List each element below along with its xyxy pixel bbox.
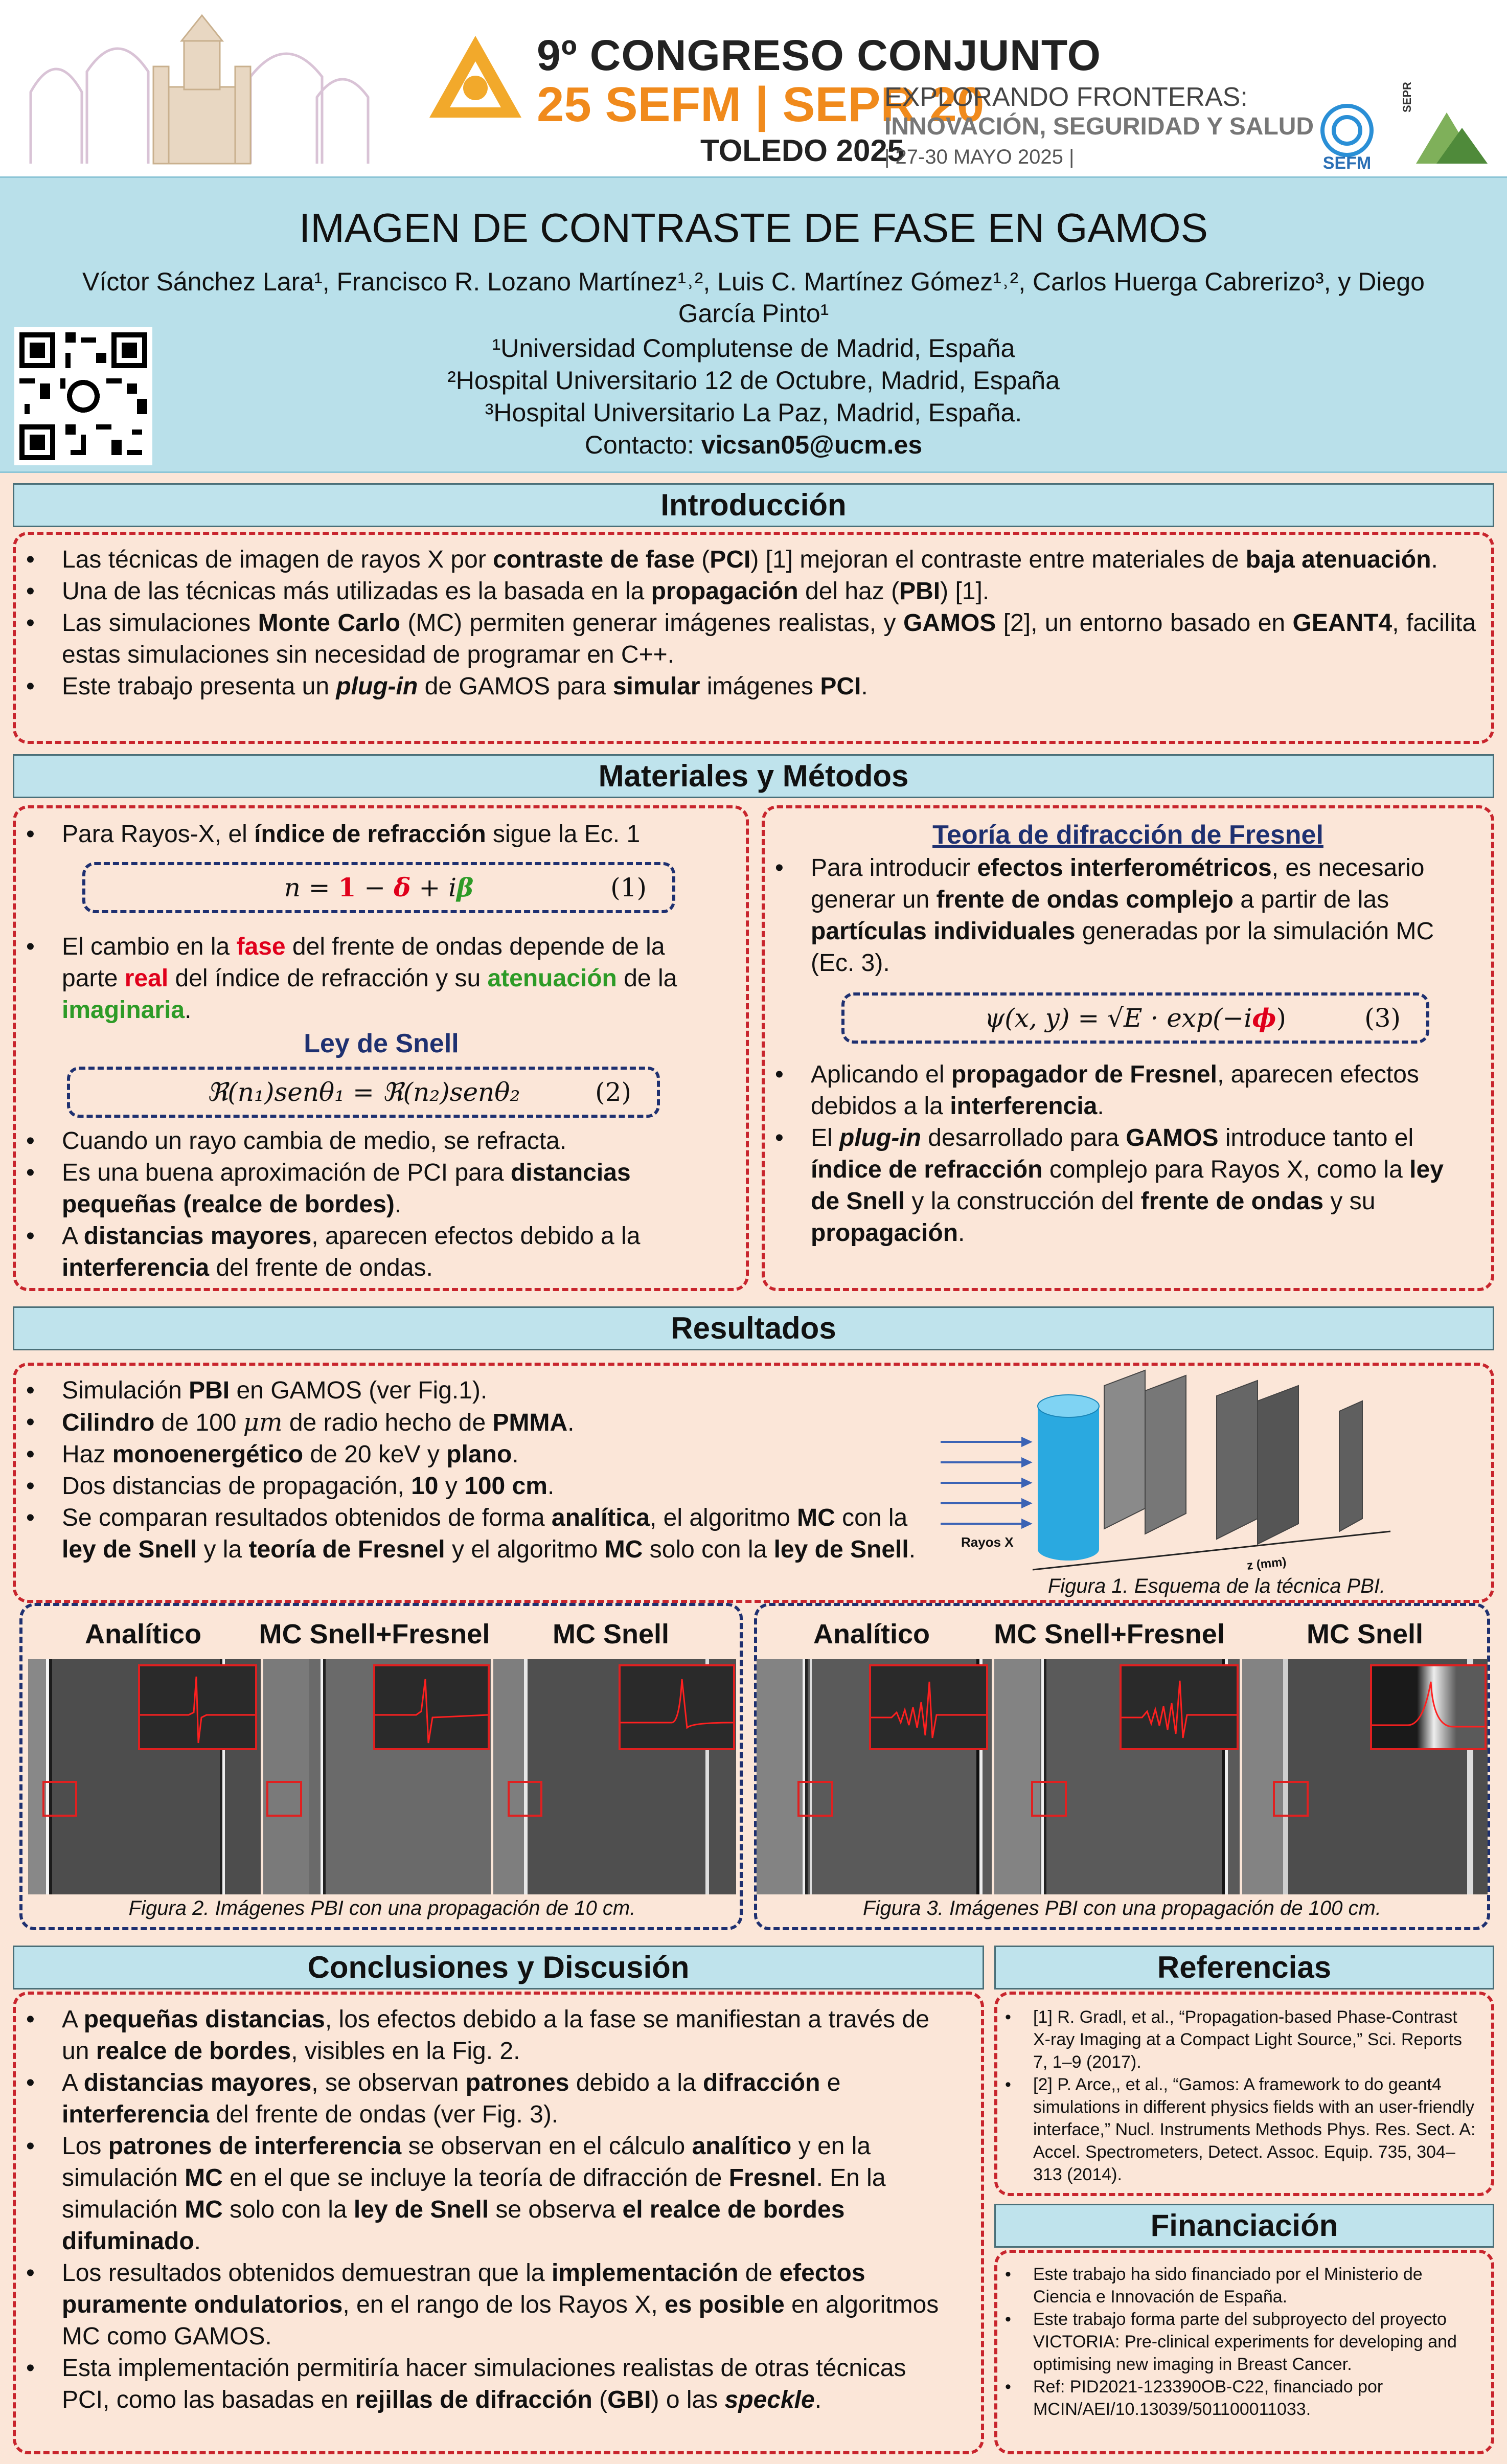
methods-bullet-3: • Cuando un rayo cambia de medio, se refracta.	[62, 1125, 725, 1157]
congress-line1: 9º CONGRESO CONJUNTO	[537, 31, 1101, 79]
methods-heading: Materiales y Métodos	[13, 754, 1494, 798]
fig3-label-analitico: Analítico	[813, 1619, 930, 1649]
fig3-roi-snell	[1273, 1781, 1309, 1817]
figure-1-pbi-scheme	[930, 1355, 1472, 1580]
fig2-label-snell-fresnel: MC Snell+Fresnel	[259, 1619, 490, 1649]
equation-3: ψ(x, y) = √E · exp(−iϕ) (3)	[841, 992, 1429, 1044]
fig3-panel-snell-fresnel	[994, 1659, 1240, 1894]
equation-1-number: (1)	[610, 873, 647, 902]
fig3-roi-snell-fresnel	[1031, 1781, 1067, 1817]
tagline2: INNOVACIÓN, SEGURIDAD Y SALUD	[884, 113, 1314, 140]
conclusion-2: • A distancias mayores, se observan patrones debido a la difracción e interferencia del frente de ondas (ver Fig. 3).	[62, 2067, 961, 2131]
fig2-inset-snell	[619, 1664, 735, 1750]
methods-right-box	[762, 805, 1494, 1291]
figure-3-caption: Figura 3. Imágenes PBI con una propagación de 100 cm.	[863, 1897, 1381, 1919]
conclusions-heading: Conclusiones y Discusión	[13, 1946, 984, 1990]
figure-2-caption: Figura 2. Imágenes PBI con una propagación de 10 cm.	[128, 1897, 636, 1919]
figure-1-caption: Figura 1. Esquema de la técnica PBI.	[1047, 1575, 1386, 1597]
fig2-label-analitico: Analítico	[84, 1619, 202, 1649]
sepr-logo-text: SEPR	[1401, 82, 1413, 112]
funding-1: • Este trabajo ha sido financiado por el Ministerio de Ciencia e Innovación de España.	[1033, 2263, 1476, 2308]
poster-title: IMAGEN DE CONTRASTE DE FASE EN GAMOS	[299, 205, 1208, 251]
equation-1: n = 1 − δ + iβ (1)	[82, 862, 675, 913]
methods-bullet-4: • Es una buena aproximación de PCI para distancias pequeñas (realce de bordes).	[62, 1157, 725, 1220]
equation-3-number: (3)	[1364, 1003, 1401, 1033]
congress-line2: 25 SEFM | SEPR 20	[537, 77, 985, 132]
fig3-inset-snell	[1370, 1664, 1487, 1750]
fresnel-bullet-3: • El plug-in desarrollado para GAMOS introduce tanto el índice de refracción complejo para Rayos X, como la ley de Snell y la construcción del frente de ondas y su propagación.	[811, 1122, 1471, 1249]
results-bullet-4: • Dos distancias de propagación, 10 y 100 cm.	[62, 1471, 921, 1502]
fig2-panel-snell-fresnel	[263, 1659, 491, 1894]
sepr-logo-icon	[1406, 107, 1488, 169]
fig2-inset-analitico	[138, 1664, 257, 1750]
toledo-skyline-illustration	[10, 10, 378, 174]
fresnel-bullet-1: • Para introducir efectos interferométricos, es necesario generar un frente de ondas complejo a partir de las partículas individuales generadas por la simulación MC (Ec. 3).	[811, 852, 1471, 979]
fig3-label-snell: MC Snell	[1306, 1619, 1424, 1649]
fresnel-bullet-2: • Aplicando el propagador de Fresnel, aparecen efectos debidos a la interferencia.	[811, 1059, 1471, 1122]
results-heading: Resultados	[13, 1306, 1494, 1350]
contact-email[interactable]: vicsan05@ucm.es	[701, 431, 923, 459]
pmma-cylinder	[1038, 1395, 1099, 1561]
detector-planes	[1104, 1370, 1362, 1544]
affiliation-1: ¹Universidad Complutense de Madrid, España	[492, 334, 1015, 363]
fig2-roi-snell-fresnel	[266, 1781, 302, 1817]
sefm-logo-icon	[1319, 102, 1375, 159]
fig2-panel-snell	[493, 1659, 736, 1894]
references-box	[994, 1992, 1494, 2196]
funding-heading: Financiación	[994, 2204, 1494, 2248]
intro-bullet-2: • Una de las técnicas más utilizadas es la basada en la propagación del haz (PBI) [1].	[62, 576, 1476, 607]
intro-bullet-1: • Las técnicas de imagen de rayos X por contraste de fase (PCI) [1] mejoran el contraste entre materiales de baja atenuación.	[62, 544, 1476, 576]
fig3-roi-analitico	[797, 1781, 833, 1817]
authors-line1: Víctor Sánchez Lara¹, Francisco R. Lozano Martínez¹˒², Luis C. Martínez Gómez¹˒², Carlos Huerga Cabrerizo³, y Diego	[82, 267, 1425, 296]
methods-left-box	[13, 805, 749, 1291]
conclusions-box	[13, 1992, 984, 2454]
funding-3: • Ref: PID2021-123390OB-C22, financiado por MCIN/AEI/10.13039/501100011033.	[1033, 2376, 1476, 2421]
contact	[0, 429, 1507, 461]
tagline1: EXPLORANDO FRONTERAS:	[884, 82, 1248, 112]
fig3-inset-analitico	[869, 1664, 988, 1750]
fresnel-title: Teoría de difracción de Fresnel	[932, 820, 1323, 850]
authors-line2: García Pinto¹	[678, 299, 829, 328]
results-bullet-5: • Se comparan resultados obtenidos de forma analítica, el algoritmo MC con la ley de Snell y la teoría de Fresnel y el algoritmo MC solo con la ley de Snell.	[62, 1502, 921, 1566]
congress-city: TOLEDO 2025	[700, 133, 905, 168]
methods-bullet-1: • Para Rayos-X, el índice de refracción sigue la Ec. 1	[62, 819, 725, 850]
xray-arrows	[941, 1438, 1030, 1527]
reference-2: • [2] P. Arce,, et al., “Gamos: A framework to do geant4 simulations in different physics fields with an user-friendly interface,” Nucl. Instruments Methods Phys. Res. Sect. A: Accel. Spectrometers, Detect. Assoc. Equip. 735, 304–313 (2014).	[1033, 2073, 1476, 2186]
intro-box	[13, 532, 1494, 744]
equation-2-number: (2)	[595, 1077, 631, 1107]
fig3-inset-snell-fresnel	[1120, 1664, 1239, 1750]
intro-heading: Introducción	[13, 483, 1494, 527]
intro-bullet-3: • Las simulaciones Monte Carlo (MC) permiten generar imágenes realistas, y GAMOS [2], un entorno basado en GEANT4, facilita estas simulaciones sin necesidad de programar en C++.	[62, 607, 1476, 671]
fig3-label-snell-fresnel: MC Snell+Fresnel	[994, 1619, 1225, 1649]
fig2-label-snell: MC Snell	[552, 1619, 670, 1649]
conclusion-3: • Los patrones de interferencia se observan en el cálculo analítico y en la simulación MC en el que se incluye la teoría de difracción de Fresnel. En la simulación MC solo con la ley de Snell se observa el realce de bordes difuminado.	[62, 2131, 961, 2257]
results-bullet-1: • Simulación PBI en GAMOS (ver Fig.1).	[62, 1375, 921, 1407]
funding-box	[994, 2250, 1494, 2454]
fig2-inset-snell-fresnel	[373, 1664, 490, 1750]
conclusion-1: • A pequeñas distancias, los efectos debido a la fase se manifiestan a través de un realce de bordes, visibles en la Fig. 2.	[62, 2004, 961, 2067]
fig2-panel-analitico	[28, 1659, 261, 1894]
fig1-rayos-label: Rayos X	[961, 1534, 1014, 1550]
intro-bullet-4: • Este trabajo presenta un plug-in de GAMOS para simular imágenes PCI.	[62, 671, 1476, 703]
fig1-z-label: z (mm)	[1246, 1555, 1287, 1573]
results-bullet-2: • Cilindro de 100 μm de radio hecho de PMMA.	[62, 1407, 921, 1439]
conclusion-4: • Los resultados obtenidos demuestran que la implementación de efectos puramente ondulatorios, en el rango de los Rayos X, es posible en algoritmos MC como GAMOS.	[62, 2257, 961, 2353]
fig3-panel-analitico	[757, 1659, 992, 1894]
funding-2: • Este trabajo forma parte del subproyecto del proyecto VICTORIA: Pre-clinical experiments for developing and optimising new imaging in Breast Cancer.	[1033, 2308, 1476, 2376]
contact-label: Contacto:	[584, 431, 694, 459]
methods-bullet-2: • El cambio en la fase del frente de ondas depende de la parte real del índice de refracción y su atenuación de la imaginaria.	[62, 931, 725, 1026]
conclusion-5: • Esta implementación permitiría hacer simulaciones realistas de otras técnicas PCI, como las basadas en rejillas de difracción (GBI) o las speckle.	[62, 2353, 961, 2416]
congress-dates: | 27-30 MAYO 2025 |	[884, 146, 1075, 168]
congress-logo-icon	[424, 31, 527, 133]
references-heading: Referencias	[994, 1946, 1494, 1990]
fig3-panel-snell	[1242, 1659, 1488, 1894]
qr-code-icon[interactable]	[14, 327, 152, 465]
methods-bullet-5: • A distancias mayores, aparecen efectos debido a la interferencia del frente de ondas.	[62, 1220, 725, 1284]
snell-title: Ley de Snell	[304, 1029, 459, 1058]
affiliation-2: ²Hospital Universitario 12 de Octubre, Madrid, España	[447, 366, 1060, 395]
fig2-roi-analitico	[42, 1781, 77, 1817]
authors	[0, 266, 1507, 329]
results-bullet-3: • Haz monoenergético de 20 keV y plano.	[62, 1439, 921, 1471]
affiliation-3: ³Hospital Universitario La Paz, Madrid, España.	[485, 398, 1022, 427]
sefm-logo-text: SEFM	[1322, 153, 1372, 173]
equation-2: ℜ(n₁)senθ₁ = ℜ(n₂)senθ₂ (2)	[67, 1067, 660, 1118]
fig2-roi-snell	[508, 1781, 542, 1817]
reference-1: • [1] R. Gradl, et al., “Propagation-based Phase-Contrast X-ray Imaging at a Compact Light Source,” Sci. Reports 7, 1–9 (2017).	[1033, 2006, 1476, 2073]
